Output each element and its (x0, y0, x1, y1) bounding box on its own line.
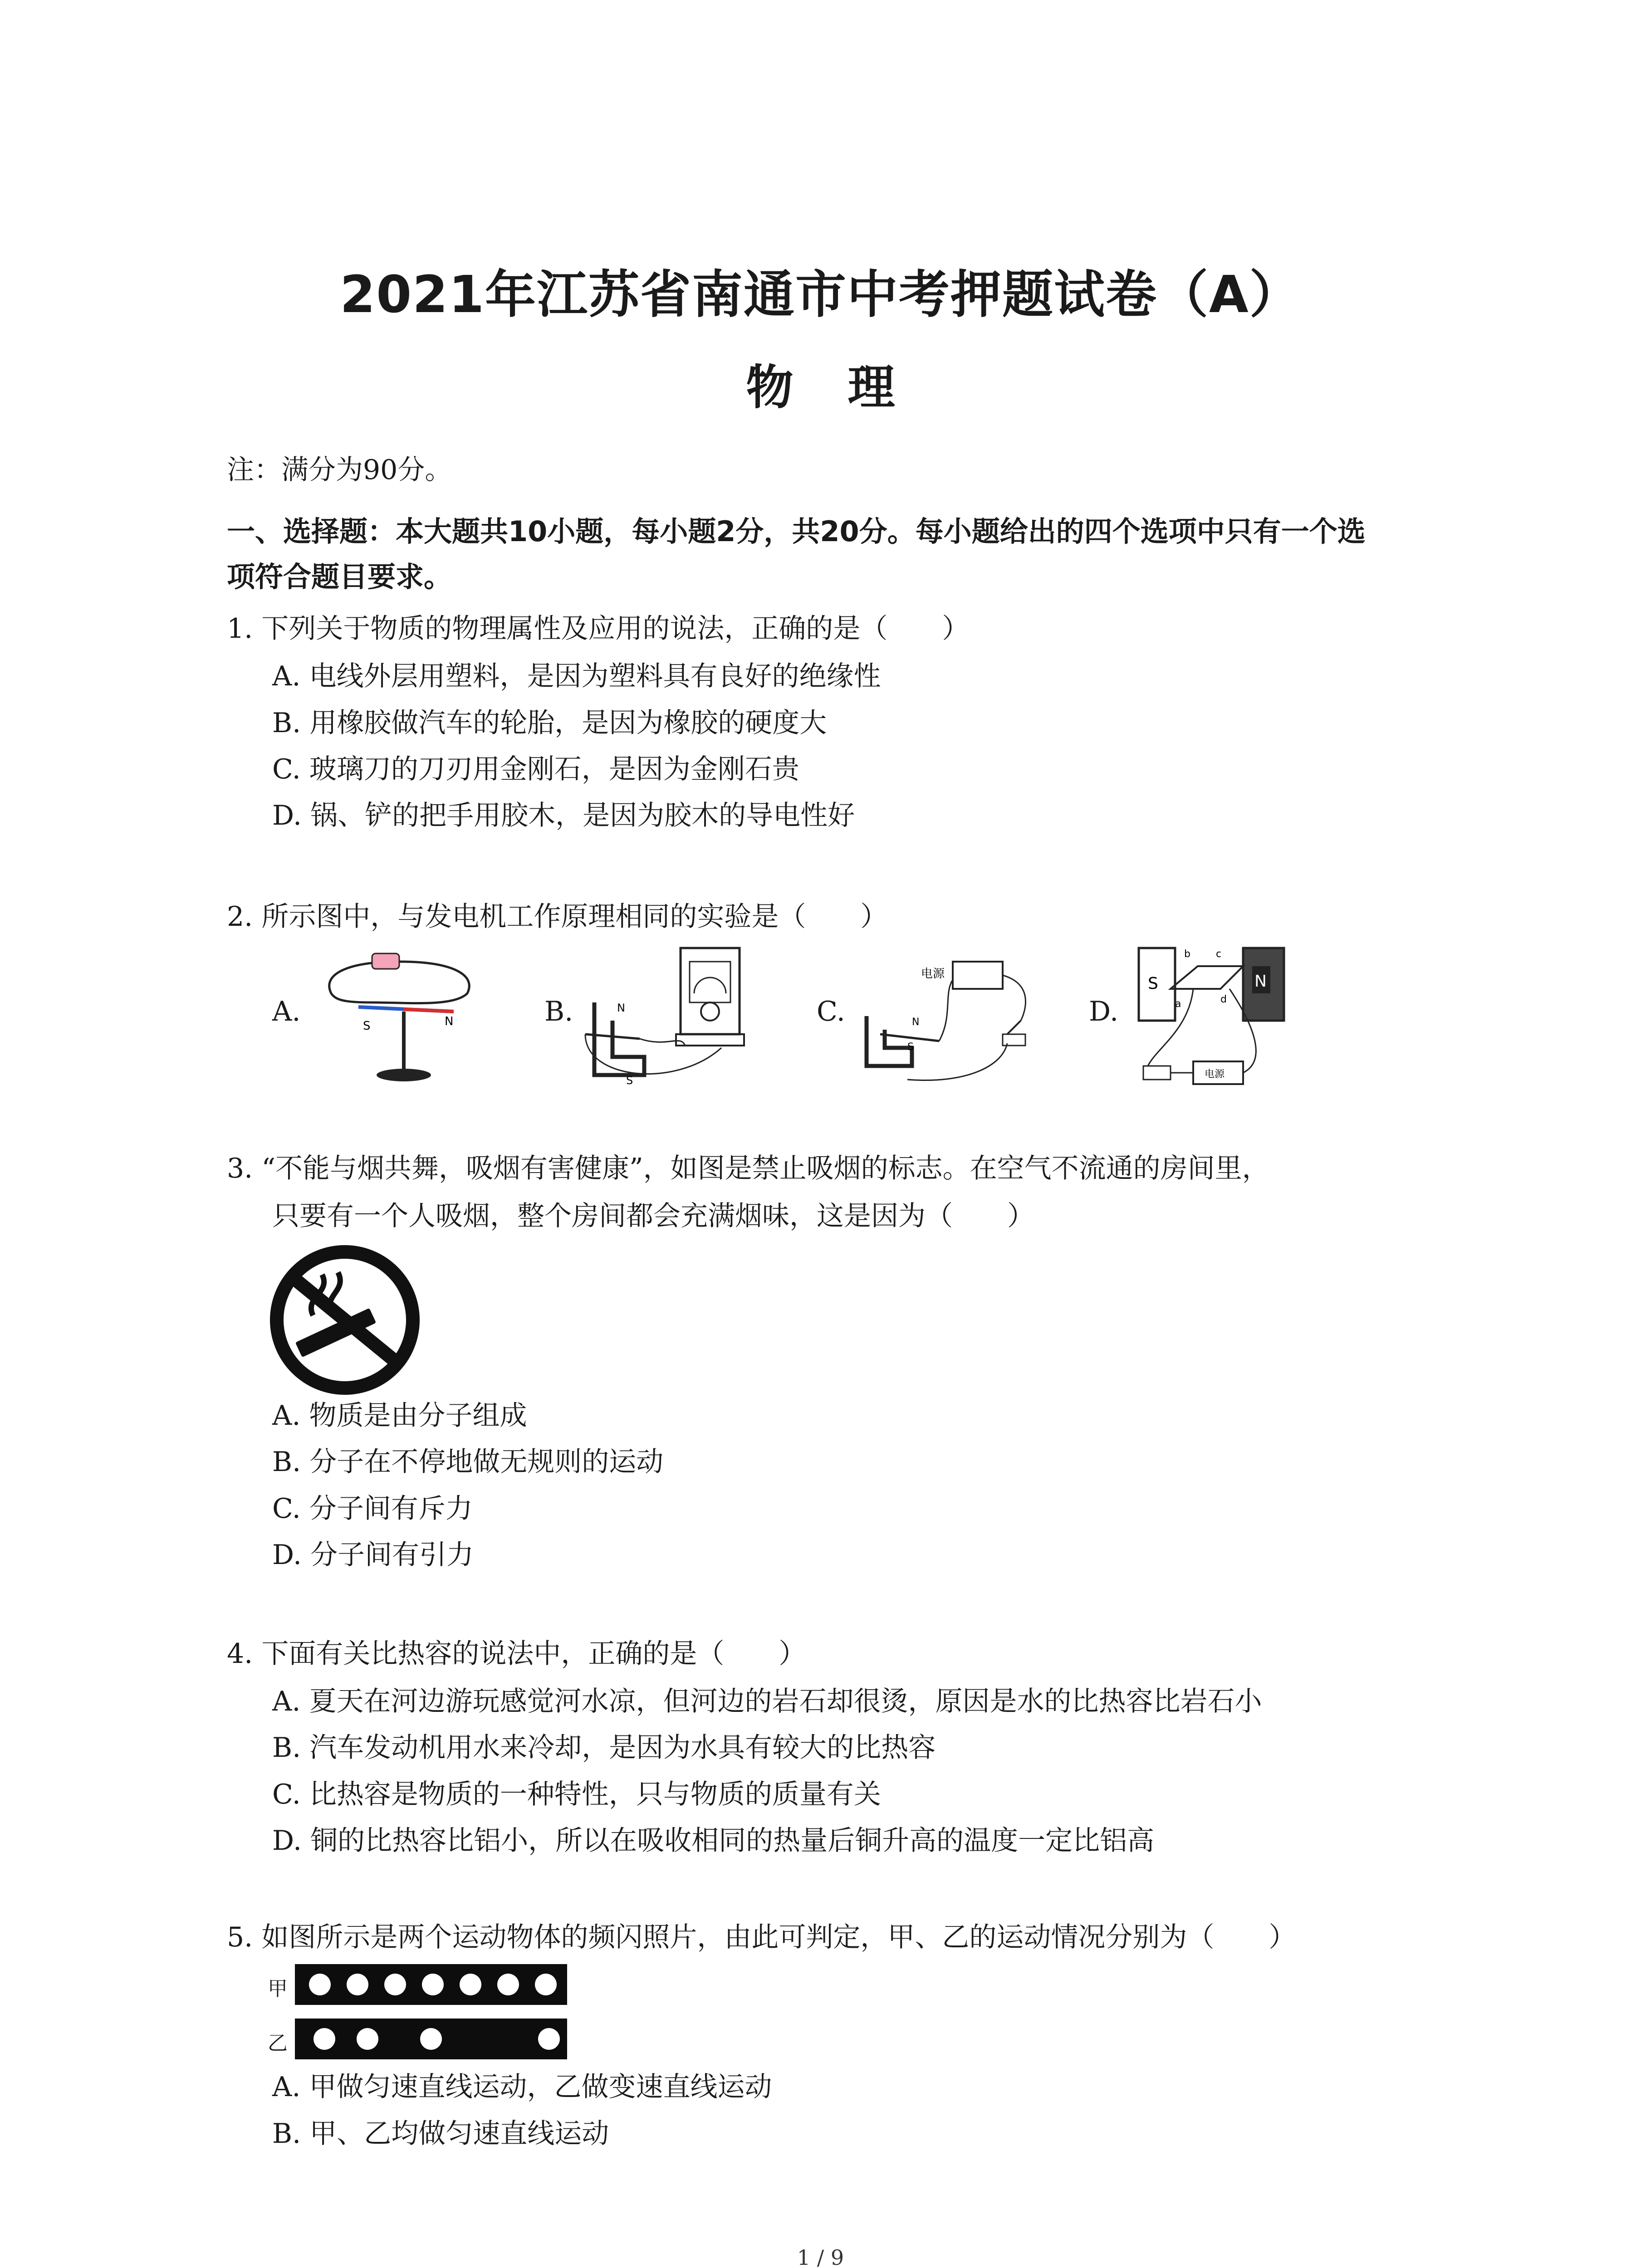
question-2-stem: 2. 所示图中，与发电机工作原理相同的实验是（ ） (227, 901, 888, 933)
subject-char: 物 (746, 360, 794, 415)
question-5-option-a: A. 甲做匀速直线运动，乙做变速直线运动 (272, 2071, 772, 2103)
subject-char: 理 (847, 360, 895, 415)
svg-text:d: d (1220, 994, 1227, 1005)
question-1-option-b: B. 用橡胶做汽车的轮胎，是因为橡胶的硬度大 (272, 707, 827, 739)
battery-icon (372, 953, 399, 969)
question-4-option-c: C. 比热容是物质的一种特性，只与物质的质量有关 (272, 1779, 881, 1810)
power-supply-icon (953, 962, 1003, 989)
figure-c-motor (853, 943, 1048, 1093)
question-5-option-b: B. 甲、乙均做匀速直线运动 (272, 2118, 609, 2150)
switch-icon (1003, 1034, 1025, 1046)
question-3-stem-cont: 只要有一个人吸烟，整个房间都会充满烟味，这是因为（ ） (272, 1200, 1034, 1232)
strap-photo-yi (295, 2019, 567, 2059)
svg-text:N: N (912, 1017, 920, 1028)
switch-icon (1143, 1066, 1171, 1080)
svg-text:S: S (907, 1041, 914, 1053)
question-3-option-a: A. 物质是由分子组成 (272, 1400, 527, 1432)
figure-label-d: D. (1089, 996, 1119, 1027)
section-heading-cont: 项符合题目要求。 (227, 560, 452, 593)
score-note: 注：满分为90分。 (227, 454, 452, 486)
question-4-stem: 4. 下面有关比热容的说法中，正确的是（ ） (227, 1638, 806, 1670)
figure-label-a: A. (272, 996, 301, 1027)
svg-text:N: N (1254, 972, 1267, 991)
question-1-option-d: D. 锅、铲的把手用胶木，是因为胶木的导电性好 (272, 800, 855, 831)
question-3-option-c: C. 分子间有斥力 (272, 1493, 473, 1525)
figure-label-b: B. (544, 996, 573, 1027)
no-smoking-icon (268, 1243, 422, 1397)
svg-text:S: S (1148, 974, 1158, 993)
question-4-option-a: A. 夏天在河边游玩感觉河水凉，但河边的岩石却很烫，原因是水的比热容比岩石小 (272, 1686, 1262, 1717)
svg-text:电源: 电源 (1205, 1069, 1225, 1080)
svg-text:电源: 电源 (921, 967, 945, 981)
exam-title: 2021年江苏省南通市中考押题试卷（A） (340, 265, 1301, 324)
question-1-stem: 1. 下列关于物质的物理属性及应用的说法，正确的是（ ） (227, 613, 970, 645)
figure-d-motor-coil (1130, 939, 1302, 1093)
svg-text:a: a (1175, 998, 1181, 1010)
question-3-option-d: D. 分子间有引力 (272, 1539, 474, 1571)
subject-title (0, 349, 1641, 417)
question-1-option-c: C. 玻璃刀的刀刃用金刚石，是因为金刚石贵 (272, 753, 799, 785)
figure-b-induction (576, 943, 758, 1093)
svg-text:N: N (617, 1002, 625, 1014)
svg-text:S: S (626, 1074, 633, 1087)
strap-photo-jia (295, 1964, 567, 2005)
svg-text:b: b (1184, 948, 1190, 960)
strip-label-jia: 甲 (268, 1977, 288, 2000)
svg-text:N: N (445, 1015, 454, 1028)
question-3-stem: 3. “不能与烟共舞，吸烟有害健康”，如图是禁止吸烟的标志。在空气不流通的房间里， (227, 1153, 1269, 1184)
question-3-option-b: B. 分子在不停地做无规则的运动 (272, 1446, 664, 1478)
strip-label-yi: 乙 (268, 2032, 288, 2055)
galvanometer-icon (701, 1002, 719, 1021)
page-number: 1 / 9 (797, 2245, 844, 2268)
section-heading: 一、选择题：本大题共10小题，每小题2分，共20分。每小题给出的四个选项中只有一个选 (227, 515, 1366, 548)
svg-text:S: S (363, 1019, 371, 1033)
figure-a-oersted (318, 943, 481, 1093)
figure-label-c: C. (817, 996, 845, 1027)
question-1-option-a: A. 电线外层用塑料，是因为塑料具有良好的绝缘性 (272, 660, 881, 692)
question-4-option-d: D. 铜的比热容比铝小，所以在吸收相同的热量后铜升高的温度一定比铝高 (272, 1825, 1155, 1857)
question-4-option-b: B. 汽车发动机用水来冷却，是因为水具有较大的比热容 (272, 1732, 936, 1764)
svg-text:c: c (1216, 948, 1222, 960)
question-5-stem: 5. 如图所示是两个运动物体的频闪照片，由此可判定，甲、乙的运动情况分别为（ ） (227, 1921, 1296, 1953)
